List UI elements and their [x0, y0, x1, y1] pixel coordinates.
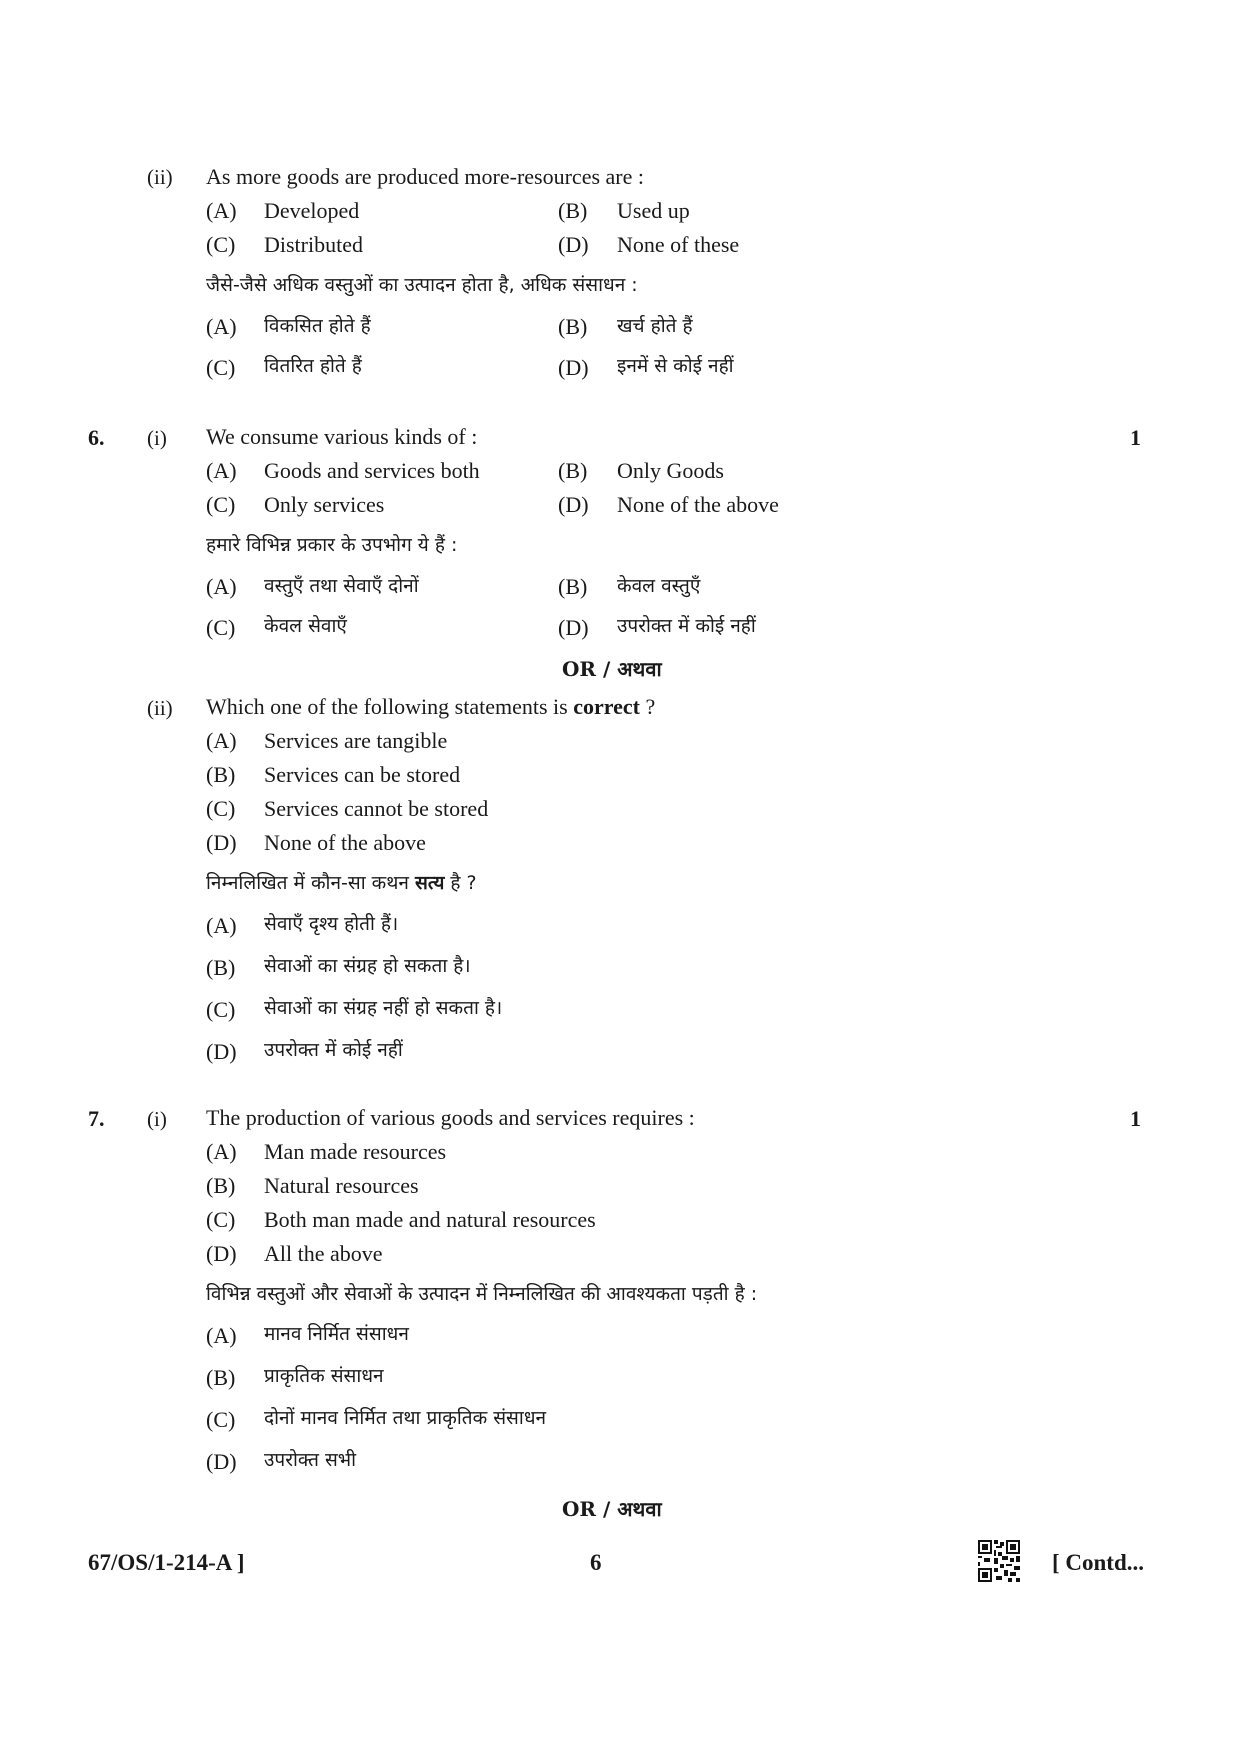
option-text: None of these [617, 232, 740, 257]
option-letter: (B) [558, 458, 588, 483]
option-letter: (D) [558, 355, 589, 380]
option-letter: (A) [206, 1139, 237, 1164]
option-text: खर्च होते हैं [617, 315, 693, 337]
option-text: None of the above [264, 830, 426, 855]
option-text: Used up [617, 198, 690, 223]
option-letter: (B) [206, 1365, 236, 1390]
option-letter: (C) [206, 796, 236, 821]
option-text: Goods and services both [264, 458, 480, 483]
part-label: (ii) [147, 696, 173, 720]
option-text: Services cannot be stored [264, 796, 489, 821]
option-text: Services can be stored [264, 762, 461, 787]
option-text: सेवाएँ दृश्य होती हैं। [264, 913, 399, 935]
option-text: सेवाओं का संग्रह हो सकता है। [264, 955, 471, 977]
option-letter: (B) [558, 198, 588, 223]
question-stem-hi: विभिन्न वस्तुओं और सेवाओं के उत्पादन में निम्नलिखित की आवश्यकता पड़ती है : [206, 1283, 758, 1305]
option-text: Distributed [264, 232, 363, 257]
option-letter: (A) [206, 913, 237, 938]
option-letter: (D) [206, 1241, 237, 1266]
option-letter: (C) [206, 355, 236, 380]
continued-label: [ Contd... [1052, 1550, 1145, 1575]
option-letter: (A) [206, 458, 237, 483]
question-number: 6. [88, 425, 105, 450]
option-letter: (B) [206, 762, 236, 787]
option-letter: (C) [206, 997, 236, 1022]
option-text: Developed [264, 198, 360, 223]
option-letter: (C) [206, 232, 236, 257]
option-letter: (C) [206, 492, 236, 517]
option-text: All the above [264, 1241, 383, 1266]
option-text: विकसित होते हैं [264, 315, 371, 337]
option-letter: (A) [206, 1323, 237, 1348]
option-text: मानव निर्मित संसाधन [264, 1323, 409, 1345]
part-label: (ii) [147, 165, 173, 189]
option-letter: (D) [558, 492, 589, 517]
question-stem-hi: निम्नलिखित में कौन-सा कथन सत्य है ? [206, 872, 477, 894]
option-letter: (B) [206, 1173, 236, 1198]
option-letter: (A) [206, 198, 237, 223]
option-letter: (D) [558, 615, 589, 640]
page-number: 6 [590, 1550, 602, 1575]
option-text: उपरोक्त में कोई नहीं [617, 615, 756, 637]
emphasis-word: सत्य [415, 872, 445, 894]
option-text: केवल वस्तुएँ [617, 575, 701, 597]
option-text: उपरोक्त में कोई नहीं [264, 1039, 403, 1061]
part-label: (i) [147, 1107, 167, 1131]
option-letter: (B) [206, 955, 236, 980]
option-text: Services are tangible [264, 728, 448, 753]
option-text: Both man made and natural resources [264, 1207, 596, 1232]
question-stem-en: The production of various goods and services requires : [206, 1105, 695, 1130]
option-text: केवल सेवाएँ [264, 615, 347, 637]
option-letter: (D) [558, 232, 589, 257]
option-letter: (C) [206, 1407, 236, 1432]
or-separator: OR / अथवा [562, 1497, 662, 1521]
question-marks: 1 [1130, 425, 1141, 450]
option-text: प्राकृतिक संसाधन [264, 1365, 384, 1387]
option-text: सेवाओं का संग्रह नहीं हो सकता है। [264, 997, 503, 1019]
question-stem-en: As more goods are produced more-resources are : [206, 164, 644, 189]
option-letter: (A) [206, 574, 237, 599]
question-stem-hi: हमारे विभिन्न प्रकार के उपभोग ये हैं : [206, 534, 458, 556]
option-text: None of the above [617, 492, 779, 517]
option-letter: (D) [206, 1449, 237, 1474]
option-letter: (C) [206, 1207, 236, 1232]
question-stem-en: Which one of the following statements is correct ? [206, 694, 656, 719]
option-text: दोनों मानव निर्मित तथा प्राकृतिक संसाधन [264, 1407, 547, 1429]
option-letter: (D) [206, 1039, 237, 1064]
question-marks: 1 [1130, 1106, 1141, 1131]
option-text: Only Goods [617, 458, 724, 483]
option-letter: (C) [206, 615, 236, 640]
option-text: Man made resources [264, 1139, 447, 1164]
option-letter: (B) [558, 314, 588, 339]
question-stem-hi: जैसे-जैसे अधिक वस्तुओं का उत्पादन होता है, अधिक संसाधन : [206, 274, 638, 296]
emphasis-word: correct [573, 694, 640, 719]
or-separator: OR / अथवा [562, 657, 662, 681]
option-letter: (B) [558, 574, 588, 599]
option-text: Natural resources [264, 1173, 419, 1198]
paper-code: 67/OS/1-214-A ] [88, 1550, 245, 1575]
option-text: वितरित होते हैं [264, 355, 362, 377]
option-text: इनमें से कोई नहीं [617, 355, 734, 377]
question-number: 7. [88, 1106, 105, 1131]
option-letter: (A) [206, 728, 237, 753]
option-letter: (A) [206, 314, 237, 339]
option-letter: (D) [206, 830, 237, 855]
qr-code-icon [978, 1540, 1020, 1582]
option-text: वस्तुएँ तथा सेवाएँ दोनों [264, 575, 419, 597]
question-stem-en: We consume various kinds of : [206, 424, 478, 449]
part-label: (i) [147, 426, 167, 450]
option-text: Only services [264, 492, 385, 517]
option-text: उपरोक्त सभी [264, 1449, 357, 1471]
